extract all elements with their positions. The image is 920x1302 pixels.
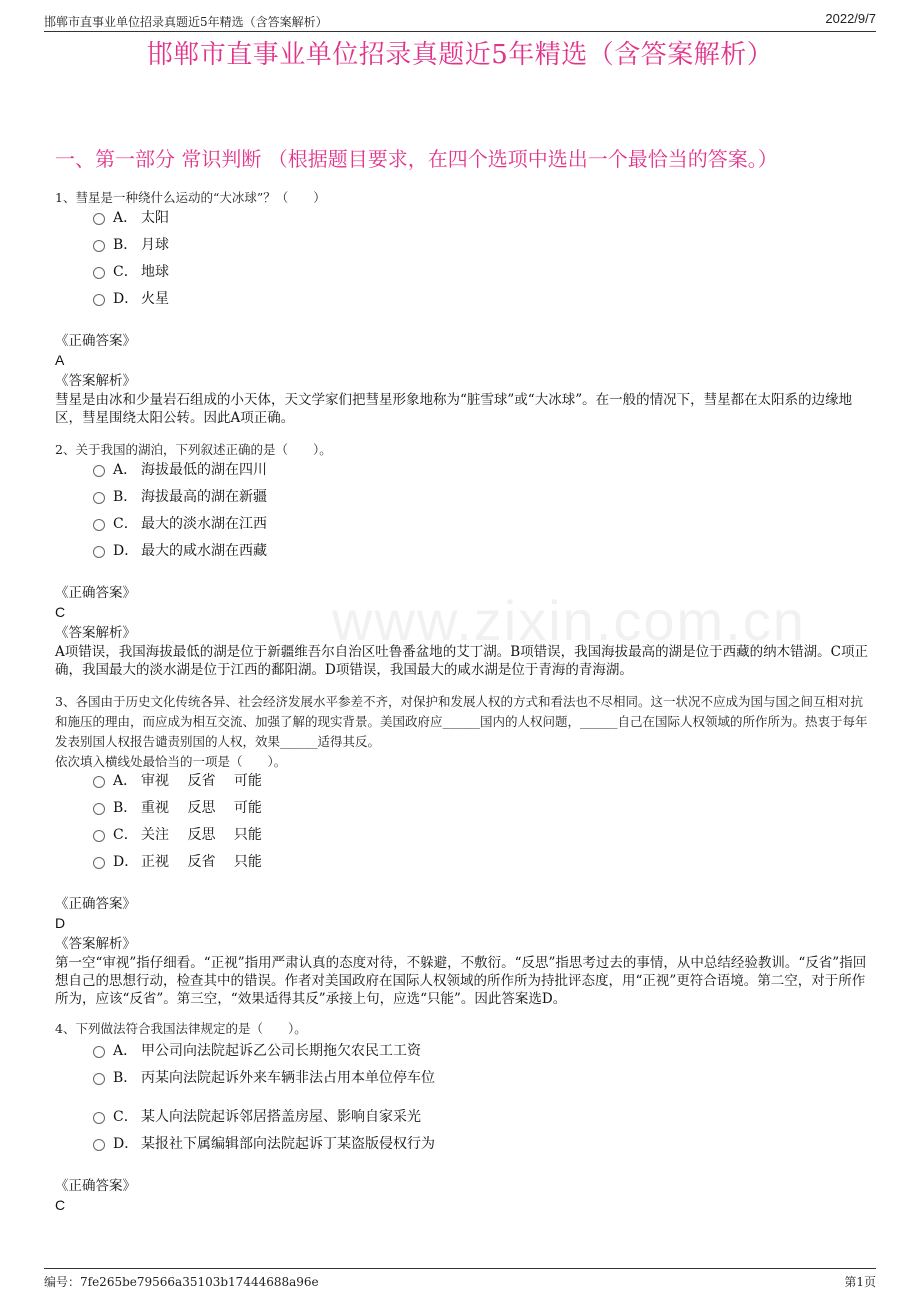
analysis-text: 第一空“审视”指仔细看。“正视”指用严肃认真的态度对待，不躲避，不敷衍。“反思”指思考过去的事情，从中总结经验教训。“反省”指回想自己的思想行动，检查其中的错误。作者对美国政府在国际人权领域的所作所为持批评态度，用“正视”更符合语境。第二空，对于所作所为，应该“反省”。第三空，“效果适得其反”承接上句，应选“只能”。因此答案选D。	[55, 955, 867, 1007]
question-4-text: 4、下列做法符合我国法律规定的是（ ）。	[55, 1021, 307, 1036]
page-footer	[44, 1268, 876, 1298]
option-d[interactable]: D． 火星	[93, 288, 169, 310]
radio-icon[interactable]	[93, 465, 105, 477]
radio-icon[interactable]	[93, 776, 105, 788]
answer-label: 《正确答案》	[55, 585, 136, 601]
radio-icon[interactable]	[93, 546, 105, 558]
question-2-text: 2、关于我国的湖泊，下列叙述正确的是（ ）。	[55, 442, 332, 457]
section-heading: 一、第一部分 常识判断 （根据题目要求，在四个选项中选出一个最恰当的答案。）	[55, 147, 778, 171]
question-4-options	[55, 1040, 870, 1160]
analysis-label: 《答案解析》	[55, 373, 136, 389]
option-a[interactable]: A． 海拔最低的湖在四川	[93, 459, 267, 481]
answer-label: 《正确答案》	[55, 1178, 136, 1194]
answer-value: A	[55, 352, 65, 368]
question-3-text: 3、各国由于历史文化传统各异、社会经济发展水平参差不齐，对保护和发展人权的方式和看法也不尽相同。这一状况不应成为国与国之间互相对抗和施压的理由，而应成为相互交流、加强了解的现实背景。美国政府应______国内的人权问题，______自己在国际人权领域的所作所为。热衷于每年发表别国人权报告谴责别国的人权，效果______适得其反。 依次填入横线处最恰当的一项是（ ）。	[55, 694, 868, 769]
radio-icon[interactable]	[93, 1073, 105, 1085]
question-1-options	[55, 207, 870, 317]
radio-icon[interactable]	[93, 213, 105, 225]
radio-icon[interactable]	[93, 1112, 105, 1124]
option-d[interactable]: D． 某报社下属编辑部向法院起诉丁某盗版侵权行为	[93, 1133, 435, 1155]
radio-icon[interactable]	[93, 240, 105, 252]
question-4-answer-block	[55, 1176, 870, 1214]
page-title: 邯郸市直事业单位招录真题近5年精选（含答案解析）	[146, 40, 774, 70]
radio-icon[interactable]	[93, 294, 105, 306]
option-d[interactable]: D． 最大的咸水湖在西藏	[93, 540, 267, 562]
header-date: 2022/9/7	[825, 11, 876, 26]
answer-value: D	[55, 915, 66, 931]
answer-value: C	[55, 604, 66, 620]
analysis-text: 彗星是由冰和少量岩石组成的小天体，天文学家们把彗星形象地称为“脏雪球”或“大冰球”。在一般的情况下，彗星都在太阳系的边缘地区，彗星围绕太阳公转。因此A项正确。	[55, 392, 853, 426]
radio-icon[interactable]	[93, 519, 105, 531]
radio-icon[interactable]	[93, 857, 105, 869]
option-c[interactable]: C． 最大的淡水湖在江西	[93, 513, 267, 535]
option-b[interactable]: B． 月球	[93, 234, 169, 256]
option-c[interactable]: C． 某人向法院起诉邻居搭盖房屋、影响自家采光	[93, 1106, 421, 1128]
page-header	[44, 10, 876, 32]
answer-label: 《正确答案》	[55, 896, 136, 912]
question-2-answer-block	[55, 583, 870, 679]
option-b[interactable]: B． 海拔最高的湖在新疆	[93, 486, 267, 508]
document-id: 编号：7fe265be79566a35103b17444688a96e	[44, 1275, 319, 1289]
option-b[interactable]: B． 丙某向法院起诉外来车辆非法占用本单位停车位	[93, 1067, 435, 1089]
option-c[interactable]: C． 关注 反思 只能	[93, 824, 262, 846]
page-number: 第1页	[844, 1275, 876, 1289]
radio-icon[interactable]	[93, 830, 105, 842]
radio-icon[interactable]	[93, 267, 105, 279]
watermark: www.zixin.com.cn	[332, 589, 806, 652]
analysis-label: 《答案解析》	[55, 625, 136, 641]
radio-icon[interactable]	[93, 803, 105, 815]
radio-icon[interactable]	[93, 1139, 105, 1151]
option-a[interactable]: A． 甲公司向法院起诉乙公司长期拖欠农民工工资	[93, 1040, 421, 1062]
question-3-answer-block	[55, 894, 870, 1008]
option-d[interactable]: D． 正视 反省 只能	[93, 851, 262, 873]
option-b[interactable]: B． 重视 反思 可能	[93, 797, 262, 819]
option-a[interactable]: A． 审视 反省 可能	[93, 770, 262, 792]
answer-label: 《正确答案》	[55, 333, 136, 349]
analysis-text: A项错误，我国海拔最低的湖是位于新疆维吾尔自治区吐鲁番盆地的艾丁湖。B项错误，我国海拔最高的湖是位于西藏的纳木错湖。C项正确，我国最大的淡水湖是位于江西的鄱阳湖。D项错误，我国最大的咸水湖是位于青海的青海湖。	[55, 644, 868, 678]
radio-icon[interactable]	[93, 492, 105, 504]
header-doc-title: 邯郸市直事业单位招录真题近5年精选（含答案解析）	[44, 15, 328, 29]
question-2-options	[55, 459, 870, 569]
option-c[interactable]: C． 地球	[93, 261, 169, 283]
question-3-options	[55, 770, 870, 880]
answer-value: C	[55, 1197, 66, 1213]
question-1-text: 1、彗星是一种绕什么运动的“大冰球”？（ ）	[55, 190, 326, 205]
option-a[interactable]: A． 太阳	[93, 207, 169, 229]
radio-icon[interactable]	[93, 1046, 105, 1058]
question-1-answer-block	[55, 331, 870, 427]
analysis-label: 《答案解析》	[55, 936, 136, 952]
